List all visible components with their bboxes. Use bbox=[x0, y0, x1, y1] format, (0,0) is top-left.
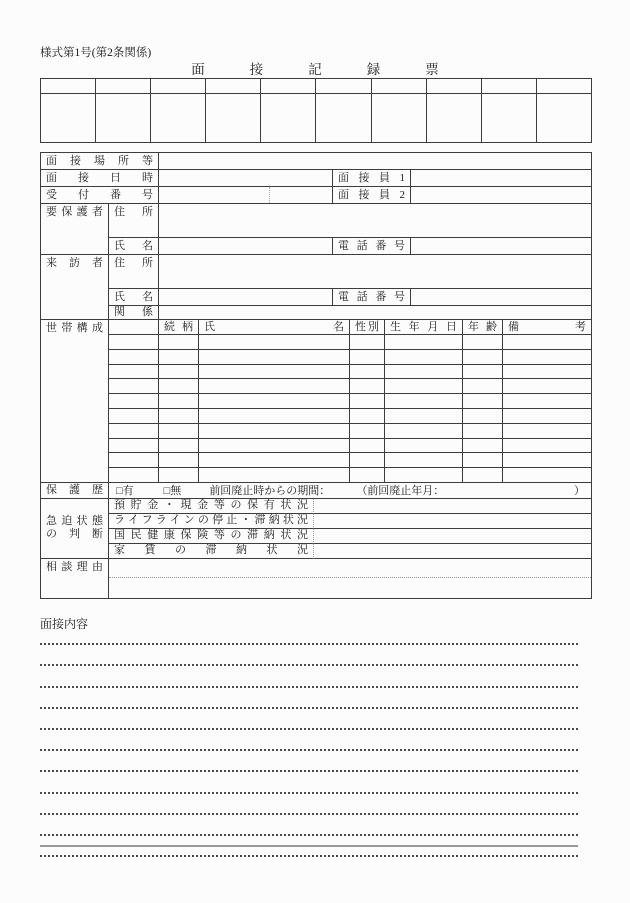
urgent-row-rent-label-cell bbox=[109, 544, 314, 559]
visitor-phone-value bbox=[411, 289, 591, 306]
relation-label: 関係 bbox=[114, 306, 153, 318]
urgent-state-block bbox=[41, 499, 591, 559]
household-col-name bbox=[199, 320, 350, 335]
close-paren: ） bbox=[574, 485, 585, 498]
household-row bbox=[109, 379, 591, 394]
header-cell bbox=[41, 94, 96, 142]
urgent-row-insurance-value bbox=[314, 529, 591, 544]
urgent-row-savings-value bbox=[314, 499, 591, 514]
interview-datetime-value bbox=[159, 170, 333, 187]
household-rows bbox=[109, 335, 591, 483]
household-block bbox=[41, 320, 591, 483]
visitor-label-cell bbox=[41, 255, 109, 320]
urgent-row-insurance-label-cell bbox=[109, 529, 314, 544]
header-cell bbox=[372, 79, 427, 94]
address-label: 住所 bbox=[114, 257, 153, 269]
interviewer1-label: 面接員1 bbox=[338, 171, 405, 184]
header-cell bbox=[316, 94, 371, 142]
visitor-label: 来訪者 bbox=[46, 257, 103, 269]
urgent-row-rent-value bbox=[314, 544, 591, 559]
ruled-line bbox=[40, 815, 578, 836]
urgent-row-label: 国民健康保険等の滞納状況 bbox=[114, 529, 308, 542]
header-cell bbox=[206, 94, 261, 142]
household-row bbox=[109, 453, 591, 468]
header-cell bbox=[96, 94, 151, 142]
household-label-cell bbox=[41, 320, 109, 483]
header-cell bbox=[261, 94, 316, 142]
ruled-line bbox=[40, 730, 578, 751]
header-cell bbox=[261, 79, 316, 94]
ruled-line bbox=[40, 666, 578, 687]
consultation-reason-label: 相談理由 bbox=[46, 560, 103, 573]
urgent-row-lifeline-value bbox=[314, 514, 591, 529]
urgent-state-label-cell bbox=[41, 499, 109, 559]
header-cell bbox=[537, 79, 591, 94]
checkbox-yes: □有 bbox=[116, 485, 134, 498]
protection-history-value bbox=[109, 483, 591, 499]
ruled-line bbox=[40, 688, 578, 709]
relation-value bbox=[159, 306, 591, 320]
header-cell bbox=[537, 94, 591, 142]
visitor-address-label-cell bbox=[109, 255, 159, 289]
household-col-birthdate-label: 生年月日 bbox=[390, 320, 457, 333]
form-number-label: 様式第1号(第2条関係) bbox=[40, 47, 152, 59]
header-cell bbox=[151, 94, 206, 142]
interviewer2-label: 面接員2 bbox=[338, 188, 405, 201]
protection-history-row bbox=[41, 483, 591, 499]
protected-person-label: 要保護者 bbox=[46, 206, 103, 218]
name-label: 氏名 bbox=[114, 290, 153, 303]
protection-history-label: 保護歴 bbox=[46, 483, 103, 496]
household-row bbox=[109, 350, 591, 365]
phone-label: 電話番号 bbox=[338, 239, 405, 252]
household-col-name-label: 氏名 bbox=[204, 320, 344, 333]
household-col-remarks-label: 備考 bbox=[508, 320, 586, 333]
header-cell bbox=[96, 79, 151, 94]
protection-history-label-cell bbox=[41, 483, 109, 499]
header-cell bbox=[427, 94, 482, 142]
checkbox-no: □無 bbox=[163, 485, 182, 498]
main-table bbox=[40, 152, 592, 599]
ruled-lines bbox=[40, 624, 578, 857]
relation-label-cell bbox=[109, 306, 159, 320]
interviewer1-value bbox=[411, 170, 591, 187]
consultation-reason-row bbox=[41, 559, 591, 598]
protected-person-block bbox=[41, 204, 591, 255]
previous-abolition-label: （前回廃止年月： bbox=[356, 485, 445, 498]
household-row bbox=[109, 468, 591, 483]
interviewer2-value bbox=[411, 187, 591, 204]
phone-label: 電話番号 bbox=[338, 290, 405, 303]
urgent-row-lifeline-label-cell bbox=[109, 514, 314, 529]
household-row bbox=[109, 439, 591, 454]
household-col-sex-label: 性別 bbox=[355, 320, 379, 333]
interview-place-label-cell bbox=[41, 153, 159, 170]
urgent-row-label: 預貯金・現金等の保有状況 bbox=[114, 499, 308, 512]
interview-content-label: 面接内容 bbox=[40, 617, 89, 631]
bottom-rule bbox=[40, 845, 578, 847]
reception-number-value bbox=[159, 187, 333, 204]
household-col-relation bbox=[159, 320, 199, 335]
header-cell bbox=[41, 79, 96, 94]
protected-name-label-cell bbox=[109, 238, 159, 255]
interview-datetime-label: 面接日時 bbox=[46, 171, 153, 184]
reception-number-label-cell bbox=[41, 187, 159, 204]
interview-place-label: 面接場所等 bbox=[46, 154, 153, 167]
urgent-row-label: 家賃の滞納状況 bbox=[114, 544, 308, 557]
ruled-line bbox=[40, 624, 578, 645]
ruled-line bbox=[40, 751, 578, 772]
reception-number-divider bbox=[222, 187, 270, 203]
header-table bbox=[40, 78, 592, 143]
header-cell bbox=[372, 94, 427, 142]
protected-phone-value bbox=[411, 238, 591, 255]
protected-name-value bbox=[159, 238, 333, 255]
consultation-reason-label-cell bbox=[41, 559, 109, 598]
urgent-state-label-line2: の判断 bbox=[46, 528, 103, 541]
ruled-line bbox=[40, 645, 578, 666]
household-header-row bbox=[109, 320, 591, 335]
header-cell bbox=[206, 79, 261, 94]
protected-address-value bbox=[159, 204, 591, 238]
visitor-phone-label-cell bbox=[333, 289, 411, 306]
visitor-name-value bbox=[159, 289, 333, 306]
period-label: 前回廃止時からの期間： bbox=[209, 485, 331, 498]
urgent-row-savings-label-cell bbox=[109, 499, 314, 514]
household-col-blank bbox=[109, 320, 159, 335]
ruled-line bbox=[40, 709, 578, 730]
ruled-line bbox=[40, 794, 578, 815]
household-col-remarks bbox=[503, 320, 591, 335]
reason-divider-line bbox=[109, 577, 591, 578]
form-title: 面接記録票 bbox=[191, 62, 484, 77]
protected-person-label-cell bbox=[41, 204, 109, 255]
household-col-age bbox=[463, 320, 503, 335]
household-col-birthdate bbox=[385, 320, 463, 335]
household-row bbox=[109, 409, 591, 424]
urgent-state-label-line1: 急迫状態 bbox=[46, 515, 103, 528]
household-col-sex bbox=[350, 320, 385, 335]
header-cell bbox=[151, 79, 206, 94]
visitor-name-label-cell bbox=[109, 289, 159, 306]
header-cell bbox=[482, 79, 537, 94]
header-cell bbox=[316, 79, 371, 94]
protected-address-label-cell bbox=[109, 204, 159, 238]
visitor-address-value bbox=[159, 255, 591, 289]
household-col-age-label: 年齢 bbox=[468, 320, 497, 333]
header-cell bbox=[427, 79, 482, 94]
household-row bbox=[109, 365, 591, 380]
name-label: 氏名 bbox=[114, 239, 153, 252]
header-cell bbox=[482, 94, 537, 142]
interviewer2-label-cell bbox=[333, 187, 411, 204]
household-row bbox=[109, 335, 591, 350]
interview-place-value bbox=[159, 153, 591, 170]
household-label: 世帯構成 bbox=[46, 322, 103, 334]
protected-phone-label-cell bbox=[333, 238, 411, 255]
household-row bbox=[109, 424, 591, 439]
address-label: 住所 bbox=[114, 206, 153, 218]
visitor-block bbox=[41, 255, 591, 320]
interviewer1-label-cell bbox=[333, 170, 411, 187]
consultation-reason-value bbox=[109, 559, 591, 598]
interview-datetime-label-cell bbox=[41, 170, 159, 187]
household-row bbox=[109, 394, 591, 409]
reception-number-label: 受付番号 bbox=[46, 188, 153, 201]
household-col-relation-label: 続柄 bbox=[164, 320, 193, 333]
ruled-line bbox=[40, 772, 578, 793]
urgent-row-label: ライフラインの停止・滞納状況 bbox=[114, 514, 308, 527]
